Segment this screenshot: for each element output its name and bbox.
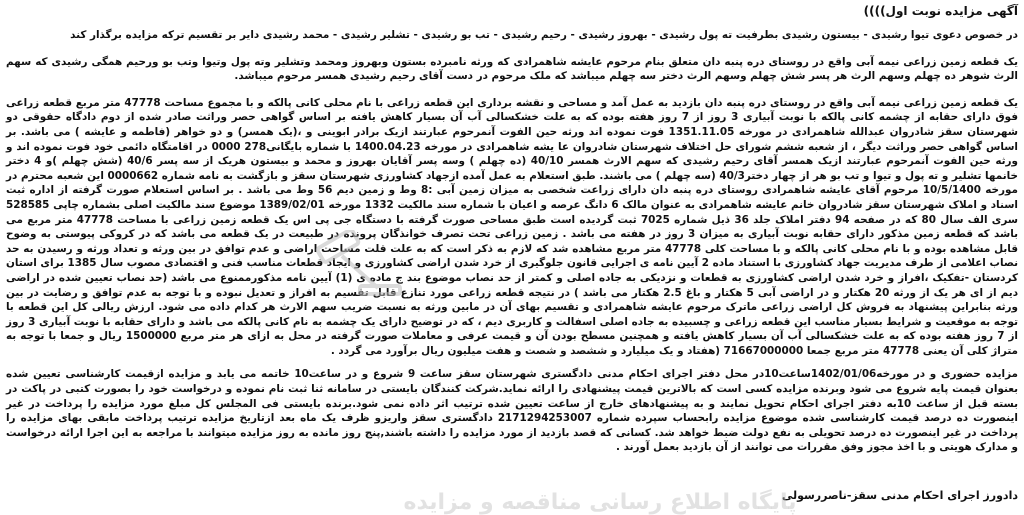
watermark-text: پایگاه اطلاع رسانی مناقصه و مزایده bbox=[403, 490, 797, 515]
property-summary-paragraph: یک قطعه زمین زراعی نیمه آبی واقع در روستای دره پنبه دان متعلق بنام مرحوم عایشه شاهمرادی که ورثه نامبرده بستون وبهروز ومحمد وتشلیر وته پول وتیوا وتب بو ورحیم همگی رشیدی که سهم الرث شوهر ده چهلم وسهم الرث هر پسر شش چهلم وسهم الرث دختر سه چهلم میباشد که ملک مرحوم در دست آقای رحیم رشیدی همسر مرحوم میباشد. bbox=[6, 55, 1018, 83]
notice-title: آگهی مزایده نوبت اول)))) bbox=[863, 4, 1018, 18]
case-paragraph: در خصوص دعوی تیوا رشیدی - بیستون رشیدی بطرفیت ته پول رشیدی - بهروز رشیدی - رحیم رشیدی - تب بو رشیدی - تشلیر رشیدی - محمد رشیدی دایر بر تقسیم ترکه مزایده برگذار کند bbox=[70, 29, 1018, 41]
signature: دادورز اجرای احکام مدنی سقز-ناصررسولی bbox=[781, 489, 1018, 502]
property-details-paragraph: یک قطعه زمین زراعی نیمه آبی واقع در روستای دره پنبه دان بازدید به عمل آمد و مساحی و نقشه برداری این قطعه زراعی با نام محلی کانی پالکه و با مجموع مساحت 47778 متر مربع قطعه زراعی فوق دارای حقابه از چشمه کانی پالکه با نوبت آبیاری 3 روز از 7 روز هفته بوده که به علت خشکسالی آب آن بسیار کاهش یافته بر اساس گواهی حصر وراثت صادر شده از دوم دادگاه حقوقی دو شهرستان سقز شادروان عبدالله شاهمرادی در مورخه 1351.11.05 فوت نموده اند ورثه حین الفوت آنمرحوم عبارتند ازیک برادر ابوینی و ،(یک همسر) و دو خواهر (فاطمه و عایشه ) می باشد. بر اساس گواهی حصر وراثت دیگر ، از شعبه ششم شورای حل اختلاف شهرستان شادروان عا یشه شاهمرادی در مورخه 1400.04.23 با شماره بایگانی278 0000 در اقامتگاه دائمی خود فوت نموده اند و ورثه حین الفوت آنمرحوم عبارتند ازیک همسر آقای رحیم رشیدی که سهم الارث همسر 40/10 (ده چهلم ) وسه پسر آقایان بهروز و محمد و بیستون هریک از سه پسر 40/6 (شش چهلم )و 4 دختر خانمها تشلیر و ته پول و تیوا و تب بو هر از چهار دختر40/3 (سه چهلم ) می باشند. طبق استعلام به عمل آمده ازجهاد کشاورزی شهرستان سقز و بازگشت به نامه شماره 0000662 این شعبه محترم در مورخه 10/5/1400 مرحوم آقای عایشه شاهمرادی روستای دره پنبه دان دارای زراعت شخصی به میزان زمین آبی :8 وط و زمین دیم 56 وط می باشد . بر اساس استعلام صورت گرفته از اداره ثبت اسناد و املاک شهرستان سقز شادروان خانم عایشه شاهمرادی به عنوان مالک 6 دانگ عرصه و اعیان با شماره سند مالکیت 1332 مورخه 1389/02/01 موضوع سند مالکیت اصلی بشماره چاپی 528585 سری الف سال 80 که در صفحه 94 دفتر املاک جلد 36 ذیل شماره 7025 ثبت گردیده است طبق مساحی صورت گرفته با دستگاه جی پی اس یک قطعه زمین زراعی با مساحت 47778 متر مربع می باشد که قطعه زمین مذکور دارای حقابه نوبت آبیاری به میزان 3 روز در هفته می باشد . زمین زراعی تحت تصرف خوانذگان پرونده در طبیعت در یک قطعه می باشد که در کروکی پیوستی به وضوح قابل مشاهده بوده و با نام محلی کانی پالکه و با مساحت کلی 47778 متر مربع مشاهده شد که لازم به ذکر است که به علت قلت مساحت اراضی و عدم توافق در بین ورثه و تعداد ورثه و رسیدن به حد نصاب اعلامی از طرف مدیریت جهاد کشاورزی با استناد ماده 2 آیین نامه ی اجرایی قانون جلوگیری از خرد شدن اراضی کشاورزی و ایجاد قطعات مناسب فنی و اقتصادی مصوب سال 1385 برای استان کردستان -تفکیک ،افراز و خرد شدن اراضی کشاورزی به قطعات و نزدیکی به جاده اصلی و کمتر از حد نصاب موضوع بند ج ماده ی (1) آیین نامه مذکورممنوع می باشد (حد نصاب تعیین شده در اراضی دیم از ای هر یک از ورثه 20 هکتار و در اراضی آبی 5 هکتار و باغ 2.5 هکتار می باشد ) در نتیجه قطعه زراعی مورد تنازع قابل تقسیم به افراز و تعدیل نبوده و با توجه به عدم توافق و رضایت در بین ورثه بنابراین پیشنهاد به فروش کل اراضی زراعی ماترک مرحوم عایشه شاهمرادی و تقسیم بهای آن در مابین ورثه به نسبت ضریب سهم الارث هر کدام داده می شود. ارزش ریالی کل این قطعه با توجه به موقعیت و شرایط بسیار مناسب این قطعه زراعی و چسبیده به جاده اصلی اسفالت و کاربری دیم ، که در توضیح دارای یک چشمه به نام کانی پالکه می باشد و دارای حقابه با نوبت آبیاری 3 روز از 7 روز هفته بوده که به علت خشکسالی آب آن بسیار کاهش یافته و همچنین مسطح بودن آن و قیمت عرفی و معاملات صورت گرفته در محل به ازای هر متر مربع 1500000 ریال و جمعا با توجه به متراژ کلی آن یعنی 47778 متر مربع جمعا 71667000000 (هفتاد و یک میلیارد و ششصد و شصت و هفت میلیون ریال برآورد می گردد . bbox=[6, 96, 1019, 357]
auction-notice bbox=[6, 4, 1018, 508]
auction-terms-paragraph: مزایده حضوری و در مورخه1402/01/06ساعت10در محل دفتر اجرای احکام مدنی دادگستری شهرستان سقز ساعت 9 شروع و در ساعت10 خاتمه می یابد و مزایده ازقیمت کارشناسی تعیین شده بعنوان قیمت پایه شروع می شود وبرنده مزایده کسی است که بالاترین قیمت پیشنهادی را ارائه نماید.شرکت کنندگان بایستی در سامانه ثنا ثبت نام نموده و درخواست خود را بصورت کتبی در پاکت در بسته قبل از ساعت 10به دفتر اجرای احکام تحویل نمایند و به پیشنهادهای خارج از ساعت تعیین شده ترتیب اثر داده نمی شود.برنده بایستی فی المجلس کل مبلغ مورد مزایده را پرداخت در غیر اینصورت ده درصد قیمت کارشناسی شده موضوع مزایده رابحساب سپرده شماره 2171294253007 دادگستری سقز واریزو ظرف یک ماه بعد ازتاریخ مزایده ترتیب پرداخت مابقی بهای مزایده را پرداخت در غیر اینصورت ده درصد تحویلی به نفع دولت ضبط خواهد شد. کسانی که قصد بازدید از مورد مزایده را داشته باشند,پنج روز مانده به روز مزایده میتوانند با مراجعه به این اجرا ارائه درخواست و مدارک هویتی و با اخذ مجوز وفق مقررات می توانند از آن بازدید بعمل آورند . bbox=[6, 368, 1018, 454]
